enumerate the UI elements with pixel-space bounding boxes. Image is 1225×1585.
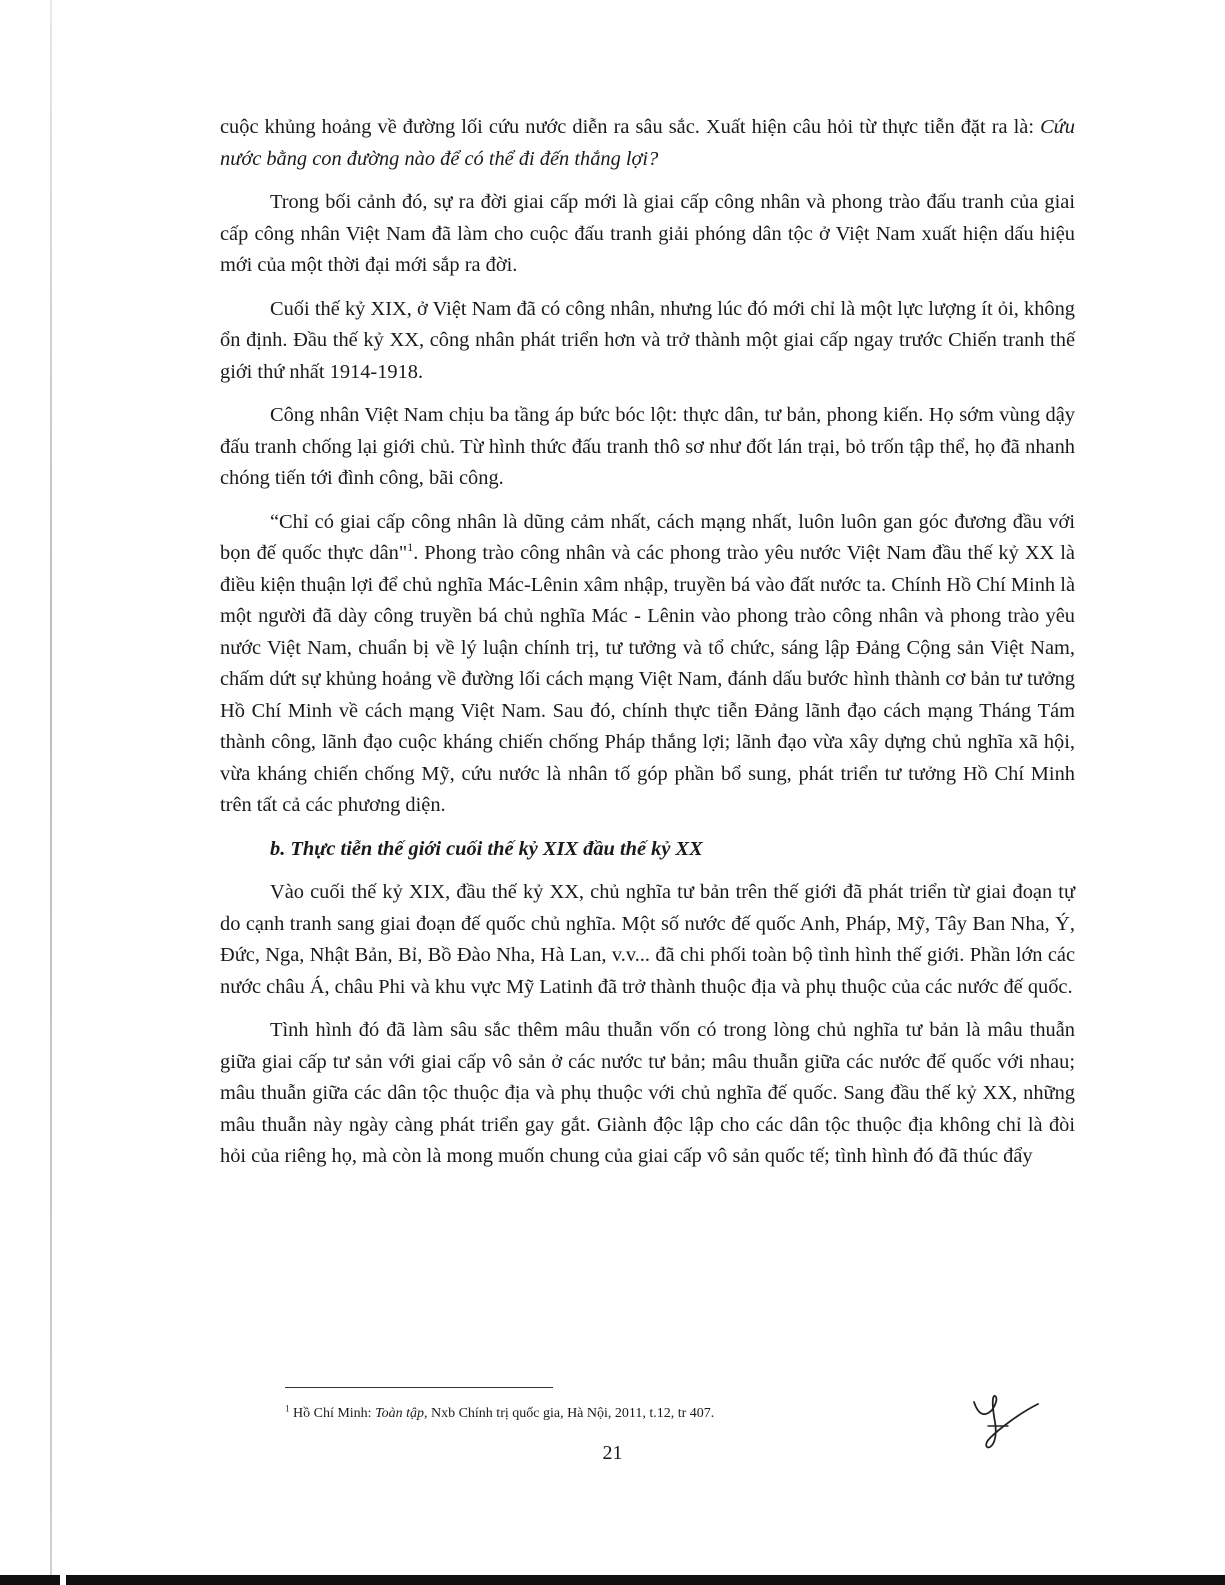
paragraph-6: Vào cuối thế kỷ XIX, đầu thế kỷ XX, chủ nghĩa tư bản trên thế giới đã phát triển từ giai đoạn tự do cạnh tranh sang giai đoạn đế quốc chủ nghĩa. Một số nước đế quốc Anh, Pháp, Mỹ, Tây Ban Nha, Ý, Đức, Nga, Nhật Bản, Bỉ, Bồ Đào Nha, Hà Lan, v.v... đã chi phối toàn bộ tình hình thế giới. Phần lớn các nước châu Á, châu Phi và khu vực Mỹ Latinh đã trở thành thuộc địa và phụ thuộc của các nước đế quốc. (220, 881, 1075, 998)
paragraph-1 (220, 112, 1075, 175)
footnote-author: Hồ Chí Minh: (289, 1406, 376, 1421)
paragraph-7: Tình hình đó đã làm sâu sắc thêm mâu thuẫn vốn có trong lòng chủ nghĩa tư bản là mâu thuẫn giữa giai cấp tư sản với giai cấp vô sản ở các nước tư bản; mâu thuẫn giữa các nước đế quốc với nhau; mâu thuẫn giữa các dân tộc thuộc địa và phụ thuộc với chủ nghĩa đế quốc. Sang đầu thế kỷ XX, những mâu thuẫn này ngày càng phát triển gay gắt. Giành độc lập cho các dân tộc thuộc địa không chỉ là đòi hỏi của riêng họ, mà còn là mong muốn chung của giai cấp vô sản quốc tế; tình hình đó đã thúc đẩy (220, 1019, 1075, 1167)
footnote-reference[interactable]: 1 (407, 540, 414, 555)
section-heading-b: b. Thực tiễn thế giới cuối thế kỷ XIX đầu thế kỷ XX (270, 837, 703, 860)
scan-bottom-edge (0, 1575, 1225, 1585)
footnote (285, 1405, 925, 1423)
paragraph-1-text: cuộc khủng hoảng về đường lối cứu nước diễn ra sâu sắc. Xuất hiện câu hỏi từ thực tiễn đặt ra là: (220, 116, 1041, 138)
footnote-marker: 1 (285, 1403, 290, 1414)
paragraph-5-text: . Phong trào công nhân và các phong trào yêu nước Việt Nam đầu thế kỷ XX là điều kiện thuận lợi để chủ nghĩa Mác-Lênin xâm nhập, truyền bá vào đất nước ta. Chính Hồ Chí Minh là một người đã dày công truyền bá chủ nghĩa Mác - Lênin vào phong trào công nhân và phong trào yêu nước Việt Nam, chuẩn bị về lý luận chính trị, tư tưởng và tổ chức, sáng lập Đảng Cộng sản Việt Nam, chấm dứt sự khủng hoảng về đường lối cách mạng Việt Nam, đánh dấu bước hình thành cơ bản tư tưởng Hồ Chí Minh về cách mạng Việt Nam. Sau đó, chính thực tiễn Đảng lãnh đạo cách mạng Tháng Tám thành công, lãnh đạo cuộc kháng chiến chống Pháp thắng lợi; lãnh đạo vừa xây dựng chủ nghĩa xã hội, vừa kháng chiến chống Mỹ, cứu nước là nhân tố góp phần bổ sung, phát triển tư tưởng Hồ Chí Minh trên tất cả các phương diện. (220, 542, 1075, 816)
footnote-title: Toàn tập (375, 1406, 424, 1421)
page-body (220, 112, 1075, 1173)
paragraph-5 (220, 507, 1075, 822)
paragraph-4: Công nhân Việt Nam chịu ba tầng áp bức bóc lột: thực dân, tư bản, phong kiến. Họ sớm vùng dậy đấu tranh chống lại giới chủ. Từ hình thức đấu tranh thô sơ như đốt lán trại, bỏ trốn tập thể, họ đã nhanh chóng tiến tới đình công, bãi công. (220, 404, 1075, 489)
footnote-source: , Nxb Chính trị quốc gia, Hà Nội, 2011, t.12, tr 407. (423, 1406, 715, 1421)
paragraph-3: Cuối thế kỷ XIX, ở Việt Nam đã có công nhân, nhưng lúc đó mới chỉ là một lực lượng ít ỏi, không ổn định. Đầu thế kỷ XX, công nhân phát triển hơn và trở thành một giai cấp ngay trước Chiến tranh thế giới thứ nhất 1914-1918. (220, 297, 1075, 383)
scan-bottom-gap (60, 1575, 66, 1585)
paragraph-5-quote: “Chỉ có giai cấp công nhân là dũng cảm nhất, cách mạng nhất, luôn luôn gan góc đương đầu với bọn đế quốc thực dân" (220, 510, 1075, 564)
footnote-divider (285, 1387, 553, 1388)
scan-left-edge (50, 0, 52, 1585)
page-number: 21 (602, 1442, 623, 1464)
paragraph-2: Trong bối cảnh đó, sự ra đời giai cấp mới là giai cấp công nhân và phong trào đấu tranh của giai cấp công nhân Việt Nam đã làm cho cuộc đấu tranh giải phóng dân tộc ở Việt Nam xuất hiện dấu hiệu mới của một thời đại mới sắp ra đời. (220, 191, 1075, 276)
paragraph-1-question: Cứu nước bằng con đường nào để có thể đi đến thắng lợi? (220, 116, 1075, 170)
